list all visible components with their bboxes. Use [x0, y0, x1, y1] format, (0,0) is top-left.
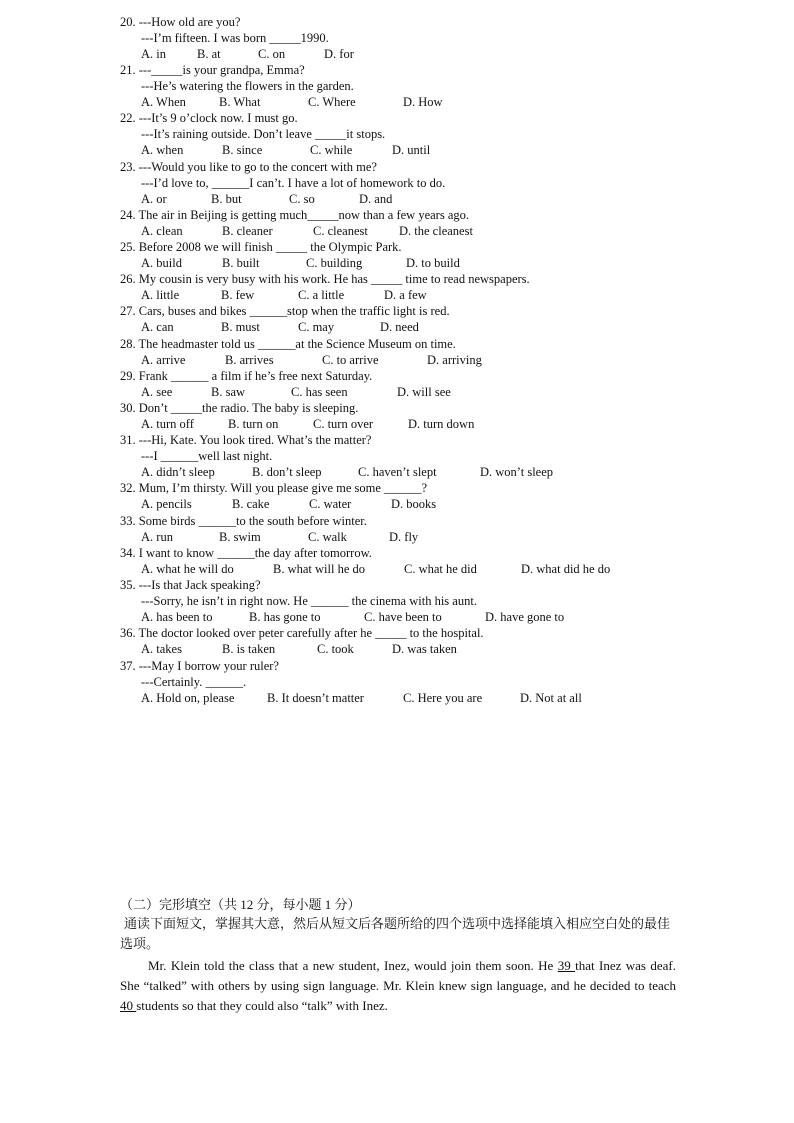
option-b: B. saw: [211, 385, 246, 399]
option-b: B. built: [222, 256, 260, 270]
blank-39: 39: [557, 958, 576, 973]
option-c: C. a little: [298, 288, 345, 302]
cloze-passage: [120, 956, 676, 1016]
option-d: D. have gone to: [485, 610, 565, 624]
option-c: C. may: [298, 320, 335, 334]
option-b: B. turn on: [228, 417, 279, 431]
option-d: D. a few: [384, 288, 427, 302]
option-a: A. see: [141, 385, 173, 399]
option-a: A. didn’t sleep: [141, 465, 215, 479]
option-a: A. run: [141, 530, 173, 544]
option-d: D. until: [392, 143, 431, 157]
question-stem: 34. I want to know ______the day after tomorrow.: [120, 546, 372, 560]
option-a: A. Hold on, please: [141, 691, 235, 705]
option-b: B. What: [219, 95, 261, 109]
option-b: B. swim: [219, 530, 261, 544]
option-d: D. books: [391, 497, 437, 511]
option-b: B. has gone to: [249, 610, 321, 624]
question-stem: 21. ---_____is your grandpa, Emma?: [120, 63, 305, 77]
option-b: B. must: [221, 320, 260, 334]
option-a: A. build: [141, 256, 182, 270]
option-b: B. cleaner: [222, 224, 273, 238]
option-b: B. cake: [232, 497, 270, 511]
option-c: C. haven’t slept: [358, 465, 437, 479]
option-c: C. walk: [308, 530, 347, 544]
option-b: B. but: [211, 192, 242, 206]
option-d: D. arriving: [427, 353, 482, 367]
option-b: B. what will he do: [273, 562, 366, 576]
question-sub: ---I ______well last night.: [141, 449, 273, 463]
question-stem: 20. ---How old are you?: [120, 15, 241, 29]
option-c: C. building: [306, 256, 363, 270]
option-a: A. or: [141, 192, 167, 206]
option-a: A. when: [141, 143, 184, 157]
option-a: A. what he will do: [141, 562, 234, 576]
option-b: B. don’t sleep: [252, 465, 322, 479]
option-d: D. what did he do: [521, 562, 611, 576]
passage-text-2: that Inez was deaf. She “talked” with others by using sign language. Mr. Klein knew sign language, and he decided to teach: [120, 958, 677, 993]
option-a: A. little: [141, 288, 180, 302]
option-c: C. water: [309, 497, 352, 511]
option-b: B. is taken: [222, 642, 276, 656]
option-c: C. so: [289, 192, 315, 206]
option-d: D. won’t sleep: [480, 465, 554, 479]
question-stem: 36. The doctor looked over peter carefully after he _____ to the hospital.: [120, 626, 484, 640]
option-a: A. turn off: [141, 417, 194, 431]
question-sub: ---Sorry, he isn’t in right now. He ______ the cinema with his aunt.: [141, 594, 477, 608]
option-a: A. has been to: [141, 610, 213, 624]
option-c: C. Where: [308, 95, 356, 109]
option-d: D. to build: [406, 256, 460, 270]
question-stem: 28. The headmaster told us ______at the Science Museum on time.: [120, 337, 456, 351]
option-b: B. arrives: [225, 353, 274, 367]
question-sub: ---Certainly. ______.: [141, 675, 247, 689]
blank-40: 40: [120, 998, 137, 1013]
section-title: （二）完形填空（共 12 分，每小题 1 分）: [120, 897, 361, 912]
question-stem: 29. Frank ______ a film if he’s free next Saturday.: [120, 369, 373, 383]
option-d: D. Not at all: [520, 691, 582, 705]
option-d: D. for: [324, 47, 354, 61]
option-a: A. can: [141, 320, 174, 334]
section-instruction: 通读下面短文，掌握其大意，然后从短文后各题所给的四个选项中选择能填入相应空白处的最佳选项。: [120, 916, 671, 951]
question-stem: 35. ---Is that Jack speaking?: [120, 578, 261, 592]
option-b: B. since: [222, 143, 263, 157]
option-c: C. to arrive: [322, 353, 379, 367]
question-stem: 37. ---May I borrow your ruler?: [120, 659, 279, 673]
question-stem: 30. Don’t _____the radio. The baby is sleeping.: [120, 401, 359, 415]
option-d: D. turn down: [408, 417, 475, 431]
option-c: C. have been to: [364, 610, 442, 624]
option-c: C. while: [310, 143, 353, 157]
question-sub: ---He’s watering the flowers in the garden.: [141, 79, 354, 93]
option-a: A. takes: [141, 642, 182, 656]
option-a: A. When: [141, 95, 186, 109]
option-d: D. and: [359, 192, 393, 206]
question-stem: 32. Mum, I’m thirsty. Will you please give me some ______?: [120, 481, 428, 495]
question-sub: ---I’m fifteen. I was born _____1990.: [141, 31, 329, 45]
option-c: C. has seen: [291, 385, 348, 399]
question-sub: ---It’s raining outside. Don’t leave _____it stops.: [141, 127, 386, 141]
option-b: B. at: [197, 47, 221, 61]
option-c: C. cleanest: [313, 224, 368, 238]
option-a: A. in: [141, 47, 166, 61]
option-a: A. pencils: [141, 497, 192, 511]
option-d: D. need: [380, 320, 419, 334]
option-b: B. It doesn’t matter: [267, 691, 364, 705]
question-stem: 26. My cousin is very busy with his work. He has _____ time to read newspapers.: [120, 272, 530, 286]
option-c: C. took: [317, 642, 354, 656]
option-a: A. clean: [141, 224, 183, 238]
option-d: D. will see: [397, 385, 451, 399]
question-stem: 23. ---Would you like to go to the concert with me?: [120, 160, 377, 174]
option-a: A. arrive: [141, 353, 186, 367]
option-d: D. the cleanest: [399, 224, 473, 238]
option-c: C. on: [258, 47, 286, 61]
passage-text-1: Mr. Klein told the class that a new student, Inez, would join them soon. He: [148, 958, 558, 973]
question-stem: 25. Before 2008 we will finish _____ the Olympic Park.: [120, 240, 402, 254]
option-c: C. turn over: [313, 417, 374, 431]
question-stem: 27. Cars, buses and bikes ______stop when the traffic light is red.: [120, 304, 450, 318]
option-b: B. few: [221, 288, 255, 302]
question-stem: 22. ---It’s 9 o’clock now. I must go.: [120, 111, 298, 125]
option-d: D. fly: [389, 530, 419, 544]
question-sub: ---I’d love to, ______I can’t. I have a lot of homework to do.: [141, 176, 446, 190]
option-d: D. How: [403, 95, 443, 109]
option-c: C. Here you are: [403, 691, 483, 705]
question-stem: 24. The air in Beijing is getting much_____now than a few years ago.: [120, 208, 469, 222]
passage-text-3: students so that they could also “talk” with Inez.: [136, 998, 388, 1013]
option-d: D. was taken: [392, 642, 457, 656]
option-c: C. what he did: [404, 562, 477, 576]
question-stem: 31. ---Hi, Kate. You look tired. What’s the matter?: [120, 433, 372, 447]
question-stem: 33. Some birds ______to the south before winter.: [120, 514, 367, 528]
